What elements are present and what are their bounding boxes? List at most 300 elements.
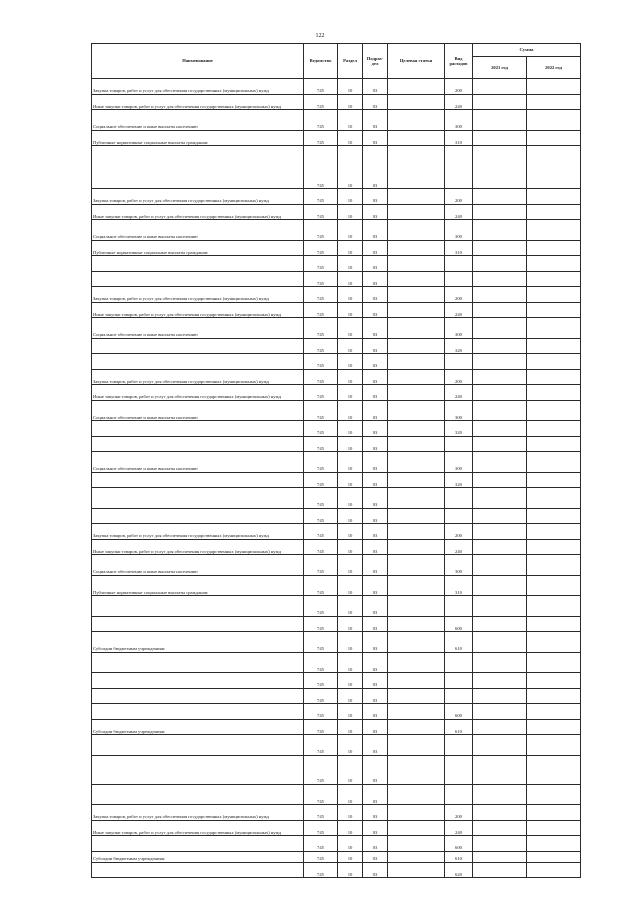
cell-target-article: [388, 354, 445, 370]
cell-name: [92, 704, 304, 720]
cell-name: Закупка товаров, работ и услуг для обеспечения государственных (муниципальных) нужд: [92, 369, 304, 385]
cell-name: [92, 735, 304, 756]
table-row: [92, 673, 581, 689]
cell-name: Иные закупки товаров, работ и услуг для обеспечения государственных (муниципальных) нужд: [92, 820, 304, 836]
table-row: [92, 596, 581, 617]
table-row: [92, 110, 581, 131]
cell-department: 745: [304, 508, 338, 524]
cell-department: 745: [304, 130, 338, 146]
cell-department: 745: [304, 354, 338, 370]
table-row: [92, 204, 581, 220]
cell-amount-2022: [527, 338, 581, 354]
cell-target-article: [388, 673, 445, 689]
table-row: [92, 271, 581, 287]
cell-name: Социальное обеспечение и иные выплаты населению: [92, 452, 304, 473]
cell-amount-2021: [473, 524, 527, 540]
cell-expense-type: 240: [445, 820, 473, 836]
cell-amount-2022: [527, 575, 581, 596]
cell-target-article: [388, 130, 445, 146]
cell-section: 10: [338, 436, 363, 452]
cell-name: Социальное обеспечение и иные выплаты населению: [92, 220, 304, 241]
table-row: [92, 719, 581, 735]
cell-subsection: 03: [363, 271, 388, 287]
cell-subsection: 03: [363, 704, 388, 720]
cell-amount-2021: [473, 836, 527, 852]
cell-department: 745: [304, 436, 338, 452]
cell-amount-2022: [527, 302, 581, 318]
cell-name: [92, 784, 304, 805]
cell-expense-type: [445, 271, 473, 287]
cell-target-article: [388, 204, 445, 220]
cell-expense-type: 240: [445, 302, 473, 318]
cell-amount-2022: [527, 94, 581, 110]
cell-amount-2021: [473, 204, 527, 220]
cell-name: Социальное обеспечение и иные выплаты населению: [92, 318, 304, 339]
cell-section: 10: [338, 204, 363, 220]
cell-amount-2021: [473, 240, 527, 256]
table-row: [92, 318, 581, 339]
cell-subsection: 03: [363, 820, 388, 836]
cell-department: 745: [304, 805, 338, 821]
cell-expense-type: 320: [445, 472, 473, 488]
cell-department: 745: [304, 575, 338, 596]
cell-section: 10: [338, 189, 363, 205]
cell-name: Публичные нормативные социальные выплаты гражданам: [92, 130, 304, 146]
table-row: [92, 755, 581, 784]
cell-name: Иные закупки товаров, работ и услуг для обеспечения государственных (муниципальных) нужд: [92, 385, 304, 401]
cell-amount-2021: [473, 130, 527, 146]
cell-expense-type: [445, 436, 473, 452]
cell-amount-2021: [473, 652, 527, 673]
cell-name: [92, 652, 304, 673]
cell-expense-type: [445, 735, 473, 756]
cell-target-article: [388, 146, 445, 189]
cell-section: 10: [338, 287, 363, 303]
cell-expense-type: 300: [445, 110, 473, 131]
table-row: [92, 688, 581, 704]
cell-section: 10: [338, 421, 363, 437]
cell-amount-2021: [473, 596, 527, 617]
cell-subsection: 03: [363, 524, 388, 540]
cell-amount-2022: [527, 820, 581, 836]
cell-amount-2021: [473, 719, 527, 735]
cell-target-article: [388, 805, 445, 821]
cell-amount-2021: [473, 555, 527, 576]
cell-subsection: 03: [363, 256, 388, 272]
cell-subsection: 03: [363, 596, 388, 617]
cell-subsection: 03: [363, 652, 388, 673]
cell-expense-type: [445, 755, 473, 784]
cell-expense-type: [445, 354, 473, 370]
cell-expense-type: 200: [445, 189, 473, 205]
cell-section: 10: [338, 652, 363, 673]
cell-expense-type: 620: [445, 862, 473, 878]
table-row: [92, 385, 581, 401]
cell-expense-type: 320: [445, 338, 473, 354]
cell-section: 10: [338, 508, 363, 524]
cell-subsection: 03: [363, 110, 388, 131]
cell-department: 745: [304, 338, 338, 354]
cell-target-article: [388, 110, 445, 131]
cell-amount-2022: [527, 652, 581, 673]
cell-expense-type: [445, 652, 473, 673]
table-body: [92, 79, 581, 878]
cell-amount-2022: [527, 596, 581, 617]
cell-department: 745: [304, 851, 338, 862]
cell-expense-type: 310: [445, 575, 473, 596]
cell-amount-2021: [473, 146, 527, 189]
cell-name: Иные закупки товаров, работ и услуг для обеспечения государственных (муниципальных) нужд: [92, 94, 304, 110]
header-name: Наименование: [92, 44, 304, 79]
cell-department: 745: [304, 421, 338, 437]
cell-amount-2022: [527, 146, 581, 189]
table-row: [92, 421, 581, 437]
cell-expense-type: 300: [445, 318, 473, 339]
cell-department: 745: [304, 452, 338, 473]
table-row: [92, 836, 581, 852]
cell-amount-2022: [527, 287, 581, 303]
cell-target-article: [388, 862, 445, 878]
cell-department: 745: [304, 704, 338, 720]
cell-amount-2022: [527, 452, 581, 473]
cell-section: 10: [338, 836, 363, 852]
cell-expense-type: 240: [445, 539, 473, 555]
cell-section: 10: [338, 596, 363, 617]
cell-department: 745: [304, 271, 338, 287]
cell-section: 10: [338, 240, 363, 256]
cell-name: Закупка товаров, работ и услуг для обеспечения государственных (муниципальных) нужд: [92, 189, 304, 205]
cell-amount-2021: [473, 805, 527, 821]
cell-name: [92, 354, 304, 370]
cell-name: [92, 146, 304, 189]
cell-name: [92, 338, 304, 354]
cell-amount-2021: [473, 110, 527, 131]
cell-department: 745: [304, 488, 338, 509]
cell-amount-2022: [527, 508, 581, 524]
cell-name: [92, 271, 304, 287]
cell-name: Социальное обеспечение и иные выплаты населению: [92, 555, 304, 576]
cell-name: [92, 862, 304, 878]
cell-target-article: [388, 616, 445, 632]
cell-amount-2022: [527, 539, 581, 555]
cell-department: 745: [304, 256, 338, 272]
table-row: [92, 256, 581, 272]
cell-department: 745: [304, 385, 338, 401]
table-row: [92, 851, 581, 862]
cell-target-article: [388, 240, 445, 256]
cell-section: 10: [338, 472, 363, 488]
cell-subsection: 03: [363, 302, 388, 318]
table-row: [92, 452, 581, 473]
cell-department: 745: [304, 472, 338, 488]
cell-amount-2022: [527, 719, 581, 735]
table-row: [92, 287, 581, 303]
cell-amount-2022: [527, 805, 581, 821]
cell-section: 10: [338, 704, 363, 720]
cell-subsection: 03: [363, 400, 388, 421]
cell-target-article: [388, 421, 445, 437]
cell-target-article: [388, 256, 445, 272]
cell-target-article: [388, 539, 445, 555]
cell-amount-2021: [473, 318, 527, 339]
cell-amount-2021: [473, 784, 527, 805]
cell-section: 10: [338, 256, 363, 272]
cell-department: 745: [304, 220, 338, 241]
cell-name: [92, 256, 304, 272]
cell-subsection: 03: [363, 673, 388, 689]
cell-department: 745: [304, 539, 338, 555]
cell-section: 10: [338, 452, 363, 473]
cell-target-article: [388, 836, 445, 852]
header-year-2021: 2021 год: [473, 57, 527, 79]
cell-expense-type: 300: [445, 220, 473, 241]
header-amount: Сумма: [473, 44, 581, 57]
cell-section: 10: [338, 575, 363, 596]
cell-department: 745: [304, 94, 338, 110]
cell-section: 10: [338, 338, 363, 354]
cell-amount-2022: [527, 836, 581, 852]
cell-subsection: 03: [363, 755, 388, 784]
table-row: [92, 555, 581, 576]
cell-name: Иные закупки товаров, работ и услуг для обеспечения государственных (муниципальных) нужд: [92, 204, 304, 220]
table-row: [92, 369, 581, 385]
header-year-2022: 2022 год: [527, 57, 581, 79]
cell-name: [92, 616, 304, 632]
cell-expense-type: 240: [445, 204, 473, 220]
cell-subsection: 03: [363, 508, 388, 524]
cell-target-article: [388, 508, 445, 524]
cell-name: Иные закупки товаров, работ и услуг для обеспечения государственных (муниципальных) нужд: [92, 539, 304, 555]
cell-target-article: [388, 688, 445, 704]
cell-department: 745: [304, 616, 338, 632]
cell-target-article: [388, 220, 445, 241]
cell-subsection: 03: [363, 130, 388, 146]
cell-amount-2022: [527, 688, 581, 704]
cell-amount-2021: [473, 354, 527, 370]
cell-section: 10: [338, 110, 363, 131]
cell-subsection: 03: [363, 369, 388, 385]
cell-section: 10: [338, 130, 363, 146]
cell-expense-type: 300: [445, 555, 473, 576]
cell-section: 10: [338, 735, 363, 756]
cell-expense-type: 200: [445, 79, 473, 95]
cell-amount-2022: [527, 271, 581, 287]
cell-name: [92, 436, 304, 452]
table-row: [92, 784, 581, 805]
cell-expense-type: 320: [445, 421, 473, 437]
header-expense-type: Вид расходов: [445, 44, 473, 79]
cell-section: 10: [338, 94, 363, 110]
cell-amount-2021: [473, 338, 527, 354]
cell-expense-type: 600: [445, 836, 473, 852]
cell-expense-type: 610: [445, 719, 473, 735]
cell-expense-type: [445, 784, 473, 805]
cell-target-article: [388, 488, 445, 509]
cell-amount-2022: [527, 318, 581, 339]
cell-amount-2022: [527, 354, 581, 370]
table-row: [92, 94, 581, 110]
cell-amount-2022: [527, 130, 581, 146]
cell-target-article: [388, 755, 445, 784]
cell-subsection: 03: [363, 719, 388, 735]
table-row: [92, 735, 581, 756]
table-row: [92, 400, 581, 421]
cell-amount-2021: [473, 673, 527, 689]
cell-department: 745: [304, 673, 338, 689]
cell-subsection: 03: [363, 836, 388, 852]
cell-subsection: 03: [363, 735, 388, 756]
cell-department: 745: [304, 240, 338, 256]
cell-target-article: [388, 784, 445, 805]
cell-department: 745: [304, 836, 338, 852]
cell-subsection: 03: [363, 472, 388, 488]
cell-expense-type: 300: [445, 400, 473, 421]
cell-section: 10: [338, 851, 363, 862]
cell-subsection: 03: [363, 436, 388, 452]
cell-target-article: [388, 302, 445, 318]
cell-amount-2021: [473, 851, 527, 862]
cell-expense-type: 610: [445, 851, 473, 862]
table-row: [92, 240, 581, 256]
cell-section: 10: [338, 488, 363, 509]
cell-subsection: 03: [363, 240, 388, 256]
cell-name: [92, 488, 304, 509]
cell-expense-type: 240: [445, 94, 473, 110]
cell-department: 745: [304, 318, 338, 339]
cell-subsection: 03: [363, 555, 388, 576]
cell-department: 745: [304, 146, 338, 189]
cell-subsection: 03: [363, 688, 388, 704]
cell-expense-type: [445, 256, 473, 272]
cell-expense-type: 310: [445, 130, 473, 146]
cell-department: 745: [304, 400, 338, 421]
header-subsection: Подраз-дел: [363, 44, 388, 79]
cell-expense-type: 310: [445, 240, 473, 256]
cell-amount-2022: [527, 616, 581, 632]
cell-target-article: [388, 555, 445, 576]
cell-amount-2022: [527, 256, 581, 272]
cell-section: 10: [338, 400, 363, 421]
cell-target-article: [388, 735, 445, 756]
cell-department: 745: [304, 719, 338, 735]
table-row: [92, 79, 581, 95]
cell-target-article: [388, 575, 445, 596]
cell-amount-2022: [527, 189, 581, 205]
cell-amount-2022: [527, 673, 581, 689]
table-row: [92, 704, 581, 720]
cell-section: 10: [338, 539, 363, 555]
cell-amount-2021: [473, 94, 527, 110]
cell-amount-2022: [527, 110, 581, 131]
cell-expense-type: 200: [445, 287, 473, 303]
cell-name: Субсидии бюджетным учреждениям: [92, 632, 304, 653]
cell-target-article: [388, 652, 445, 673]
cell-target-article: [388, 385, 445, 401]
cell-target-article: [388, 287, 445, 303]
cell-name: Закупка товаров, работ и услуг для обеспечения государственных (муниципальных) нужд: [92, 287, 304, 303]
table-row: [92, 472, 581, 488]
cell-expense-type: 240: [445, 385, 473, 401]
cell-department: 745: [304, 862, 338, 878]
cell-expense-type: [445, 146, 473, 189]
cell-amount-2021: [473, 735, 527, 756]
cell-target-article: [388, 318, 445, 339]
cell-amount-2021: [473, 302, 527, 318]
cell-subsection: 03: [363, 851, 388, 862]
cell-amount-2021: [473, 271, 527, 287]
cell-department: 745: [304, 79, 338, 95]
cell-target-article: [388, 400, 445, 421]
cell-amount-2022: [527, 436, 581, 452]
cell-subsection: 03: [363, 862, 388, 878]
cell-amount-2021: [473, 616, 527, 632]
cell-expense-type: 610: [445, 632, 473, 653]
table-row: [92, 354, 581, 370]
cell-section: 10: [338, 271, 363, 287]
cell-amount-2021: [473, 575, 527, 596]
table-row: [92, 616, 581, 632]
cell-subsection: 03: [363, 452, 388, 473]
cell-amount-2021: [473, 385, 527, 401]
table-row: [92, 488, 581, 509]
budget-table: [91, 43, 581, 878]
cell-subsection: 03: [363, 189, 388, 205]
table-row: [92, 508, 581, 524]
cell-expense-type: [445, 596, 473, 617]
cell-department: 745: [304, 524, 338, 540]
cell-amount-2021: [473, 688, 527, 704]
cell-target-article: [388, 369, 445, 385]
table-row: [92, 302, 581, 318]
cell-expense-type: [445, 673, 473, 689]
cell-amount-2021: [473, 369, 527, 385]
cell-name: Социальное обеспечение и иные выплаты населению: [92, 110, 304, 131]
cell-name: Социальное обеспечение и иные выплаты населению: [92, 400, 304, 421]
cell-amount-2021: [473, 256, 527, 272]
cell-section: 10: [338, 79, 363, 95]
cell-subsection: 03: [363, 146, 388, 189]
cell-target-article: [388, 79, 445, 95]
cell-name: Субсидии бюджетным учреждениям: [92, 719, 304, 735]
cell-subsection: 03: [363, 805, 388, 821]
cell-department: 745: [304, 596, 338, 617]
cell-amount-2021: [473, 452, 527, 473]
cell-department: 745: [304, 204, 338, 220]
cell-amount-2022: [527, 385, 581, 401]
cell-amount-2021: [473, 472, 527, 488]
cell-amount-2021: [473, 189, 527, 205]
cell-amount-2022: [527, 240, 581, 256]
cell-department: 745: [304, 302, 338, 318]
cell-expense-type: 600: [445, 704, 473, 720]
cell-section: 10: [338, 524, 363, 540]
cell-section: 10: [338, 632, 363, 653]
cell-target-article: [388, 524, 445, 540]
cell-expense-type: [445, 488, 473, 509]
cell-subsection: 03: [363, 421, 388, 437]
cell-subsection: 03: [363, 575, 388, 596]
cell-expense-type: [445, 688, 473, 704]
cell-target-article: [388, 189, 445, 205]
table-row: [92, 338, 581, 354]
cell-department: 745: [304, 632, 338, 653]
cell-name: [92, 688, 304, 704]
cell-amount-2022: [527, 755, 581, 784]
cell-amount-2022: [527, 735, 581, 756]
cell-target-article: [388, 596, 445, 617]
cell-expense-type: 200: [445, 524, 473, 540]
cell-department: 745: [304, 784, 338, 805]
